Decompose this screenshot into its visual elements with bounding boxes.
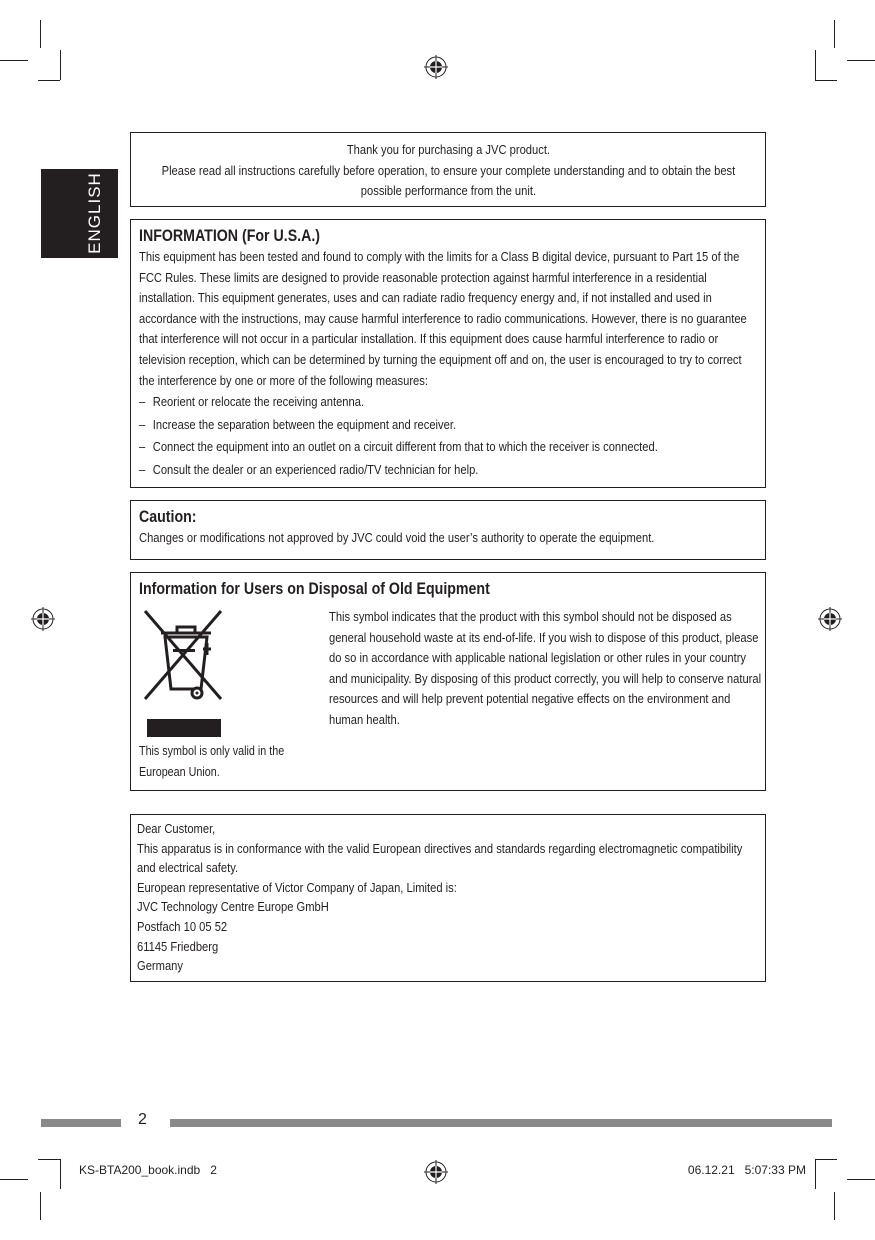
registration-mark-icon	[818, 607, 842, 631]
caution-body: Changes or modifications not approved by JVC could void the user’s authority to operate the equipment.	[139, 530, 655, 545]
symbol-note	[139, 741, 309, 782]
crop-mark	[0, 60, 28, 61]
dash-bullet: –	[139, 439, 146, 455]
bin-symbol-bar	[147, 719, 221, 737]
disposal-body: This symbol indicates that the product with this symbol should not be disposed as general household waste at its end-of-life. If you wish to dispose of this product, please do so in accordance with applicable national legislation or other rules in your country and municipality. By disposing of this product correctly, you will help to conserve natural resources and will help prevent potential negative effects on the environment and human health.	[329, 609, 762, 727]
footer-bar-right	[170, 1119, 832, 1127]
representative-intro: European representative of Victor Company of Japan, Limited is:	[137, 879, 457, 895]
list-item	[139, 414, 756, 437]
disposal-body-wrapper	[329, 607, 764, 731]
language-tab-label: ENGLISH	[85, 172, 104, 254]
crop-mark	[847, 1179, 875, 1180]
company-name: JVC Technology Centre Europe GmbH	[137, 899, 329, 915]
list-item	[139, 391, 756, 414]
crop-mark	[815, 80, 837, 81]
dash-bullet: –	[139, 394, 146, 410]
crop-mark	[815, 1159, 837, 1160]
dash-bullet: –	[139, 461, 146, 477]
list-item	[139, 459, 756, 482]
fcc-information-box	[130, 219, 766, 488]
crop-mark	[40, 1192, 41, 1220]
crop-mark	[834, 20, 835, 48]
crop-mark	[38, 80, 60, 81]
list-item-text: Reorient or relocate the receiving antenna.	[152, 394, 365, 410]
slug-timestamp: 06.12.21 5:07:33 PM	[687, 1163, 806, 1177]
disposal-box	[130, 572, 766, 791]
dash-bullet: –	[139, 416, 146, 432]
crop-mark	[0, 1179, 28, 1180]
crossed-out-wheelie-bin-icon	[143, 609, 225, 709]
slug-file-name: KS-BTA200_book.indb 2	[79, 1163, 217, 1177]
postal-box: Postfach 10 05 52	[137, 918, 228, 934]
disposal-heading: Information for Users on Disposal of Old Equipment	[139, 580, 490, 598]
page-number: 2	[138, 1111, 147, 1128]
conformance-statement: This apparatus is in conformance with the valid European directives and standards regarding electromagnetic compatibility and electrical safety.	[137, 840, 743, 876]
caution-box	[130, 500, 766, 560]
crop-mark	[834, 1192, 835, 1220]
crop-mark	[60, 1159, 61, 1189]
crop-mark	[38, 1159, 60, 1160]
fcc-heading: INFORMATION (For U.S.A.)	[139, 227, 321, 245]
registration-mark-icon	[31, 607, 55, 631]
intro-thanks: Thank you for purchasing a JVC product.	[346, 142, 550, 157]
intro-instructions: Please read all instructions carefully before operation, to ensure your complete understanding and to obtain the best possible performance from the unit.	[161, 162, 735, 199]
list-item-text: Consult the dealer or an experienced radio/TV technician for help.	[152, 461, 479, 477]
conformance-box	[130, 814, 766, 982]
language-tab	[41, 169, 118, 258]
postal-city: 61145 Friedberg	[137, 938, 219, 954]
intro-box	[130, 132, 766, 207]
salutation: Dear Customer,	[137, 821, 216, 836]
list-item-text: Increase the separation between the equipment and receiver.	[152, 416, 457, 432]
footer-bar-left	[41, 1119, 121, 1127]
fcc-measures-list	[139, 391, 756, 481]
symbol-note-text: This symbol is only valid in the European Union.	[139, 744, 285, 779]
caution-heading: Caution:	[139, 508, 197, 526]
crop-mark	[815, 1159, 816, 1189]
fcc-body: This equipment has been tested and found to comply with the limits for a Class B digital device, pursuant to Part 15 of the FCC Rules. These limits are designed to provide reasonable protection against harmful interference in a residential installation. This equipment generates, uses and can radiate radio frequency energy and, if not installed and used in accordance with the instructions, may cause harmful interference to radio communications. However, there is no guarantee that interference will not occur in a particular installation. If this equipment does cause harmful interference to radio or television reception, which can be determined by turning the equipment off and on, the user is encouraged to try to correct the interference by one or more of the following measures:	[139, 249, 747, 388]
registration-mark-icon	[424, 1160, 448, 1184]
registration-mark-icon	[424, 55, 448, 79]
list-item	[139, 436, 756, 459]
crop-mark	[60, 50, 61, 80]
crop-mark	[847, 60, 875, 61]
crop-mark	[815, 50, 816, 80]
crop-mark	[40, 20, 41, 48]
list-item-text: Connect the equipment into an outlet on a circuit different from that to which the receiver is connected.	[152, 439, 658, 455]
country: Germany	[137, 958, 183, 974]
